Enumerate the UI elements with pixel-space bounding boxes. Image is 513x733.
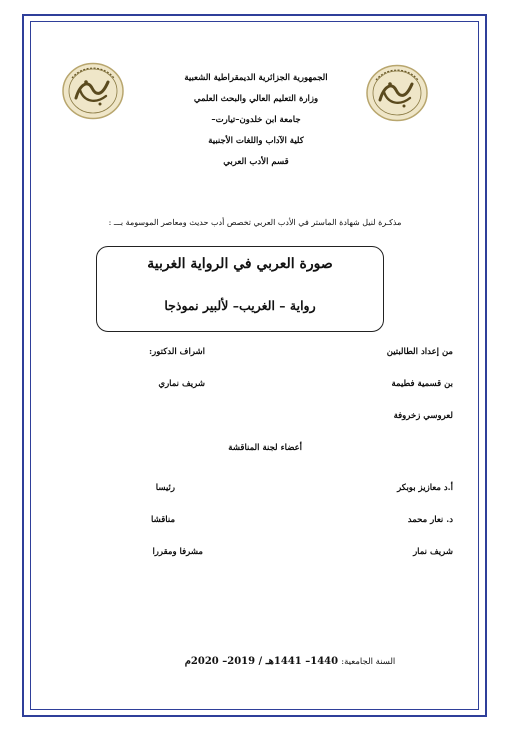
- committee-member-name: د. نعار محمد: [407, 515, 453, 525]
- academic-year-value: 1440– 1441هـ / 2019– 2020م: [184, 656, 339, 667]
- thesis-title: صورة العربي في الرواية الغربية: [147, 256, 333, 272]
- ministry-line: وزارة التعليم العالي والبحث العلمي: [193, 94, 319, 104]
- university-line: جامعة ابن خلدون–تيارت–: [211, 115, 301, 125]
- institution-header: [110, 68, 402, 173]
- committee-member-name: أ.د معازيز بوبكر: [397, 483, 453, 493]
- thesis-subtitle: رواية – الغريب– لألبير نموذجا: [164, 298, 316, 313]
- faculty-line: كلية الآداب واللغات الأجنبية: [208, 136, 304, 146]
- supervisor-label: اشراف الدكتور:: [149, 347, 205, 357]
- committee-label: أعضاء لجنة المناقشة: [228, 443, 302, 453]
- department-line: قسم الأدب العربي: [223, 157, 289, 167]
- student-name: بن قسمية فطيمة: [391, 379, 453, 389]
- committee-member-role: رئيسا: [155, 483, 175, 493]
- supervisor-name: شريف نماري: [158, 379, 205, 389]
- memo-line: مذكـرة لنيل شهادة الماستر في الأدب العربي تخصص أدب حديث ومعاصر الموسومة بـــ :: [108, 218, 402, 227]
- committee-member-role: مشرفا ومقررا: [152, 547, 203, 557]
- committee-member-name: شريف نمار: [413, 547, 453, 557]
- committee-member-role: مناقشا: [151, 515, 175, 525]
- academic-year: [140, 656, 440, 667]
- republic-line: الجمهورية الجزائرية الديمقراطية الشعبية: [184, 73, 328, 83]
- student-name: لعروسي زخروفة: [393, 411, 453, 421]
- students-label: من إعداد الطالبتين: [386, 347, 453, 357]
- academic-year-label: السنة الجامعية:: [341, 657, 396, 667]
